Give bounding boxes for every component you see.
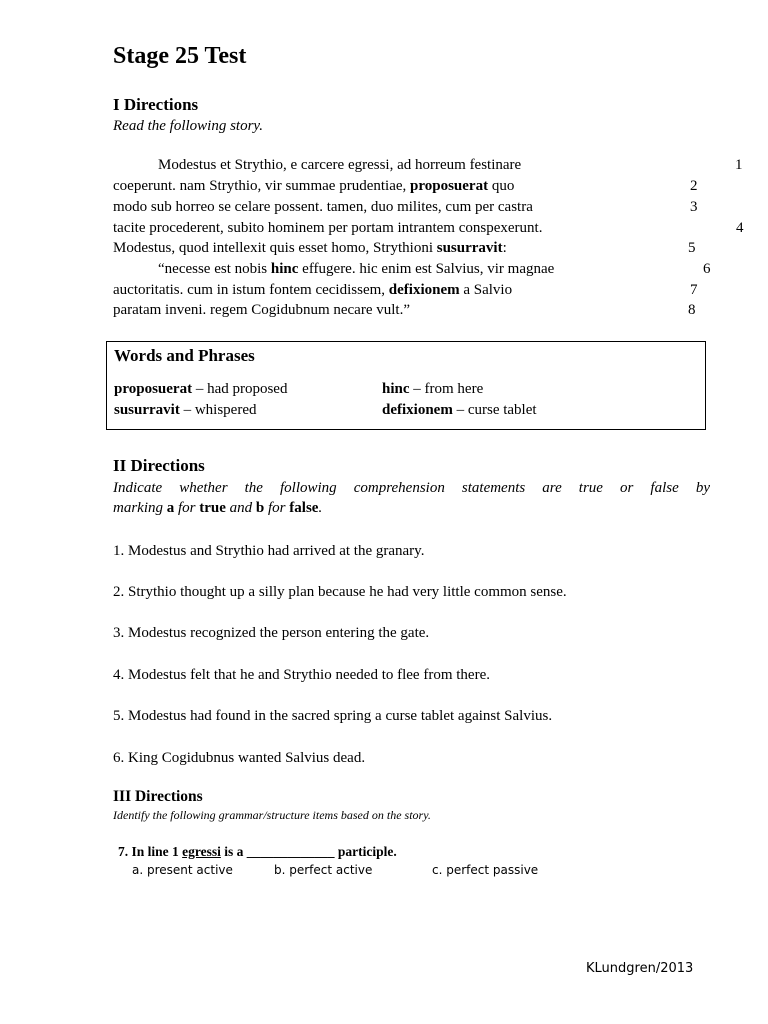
line-number: 2 <box>690 178 698 194</box>
q7-mid: is a <box>220 844 247 859</box>
section2-instruction-line2 <box>113 498 322 518</box>
story-text: coeperunt. nam Strythio, vir summae prudentiae, <box>113 178 411 194</box>
story-text: Modestus, quod intellexit quis esset homo, Strythioni <box>113 240 437 256</box>
instruction-text: . <box>318 500 323 516</box>
question-item: 5. Modestus had found in the sacred spring a curse tablet against Salvius. <box>113 708 553 724</box>
line-number: 4 <box>736 220 744 236</box>
vocab-word: susurravit <box>436 240 503 256</box>
vocab-word: defixionem <box>388 282 460 298</box>
author-footer: KLundgren/2013 <box>586 961 694 976</box>
line-number: 6 <box>703 261 711 277</box>
gloss-item <box>382 379 483 399</box>
story-text: tacite procederent, subito hominem per portam intrantem conspexerunt. <box>113 220 543 236</box>
story-line <box>113 197 533 218</box>
q7-prefix: 7. In line 1 <box>118 844 183 859</box>
instruction-text: and <box>225 500 256 516</box>
option-b[interactable]: b. perfect active <box>274 863 373 877</box>
gloss-term: proposuerat <box>114 381 193 397</box>
section3-instruction: Identify the following grammar/structure items based on the story. <box>113 808 431 822</box>
section2-heading: II Directions <box>113 456 205 475</box>
words-box-title: Words and Phrases <box>114 346 255 365</box>
line-number: 7 <box>690 282 698 298</box>
words-and-phrases-box <box>106 341 706 430</box>
gloss-item <box>114 379 287 399</box>
story-text: : <box>502 240 507 256</box>
story-text: auctoritatis. cum in istum fontem cecidissem, <box>113 282 389 298</box>
gloss-definition: – whispered <box>179 402 257 418</box>
vocab-word: proposuerat <box>410 178 489 194</box>
q7-suffix: participle. <box>334 844 397 859</box>
section2-instruction-line1: Indicate whether the following comprehension statements are true or false by <box>113 480 710 496</box>
question-item: 3. Modestus recognized the person entering the gate. <box>113 625 430 641</box>
story-line <box>113 218 542 239</box>
question-item: 2. Strythio thought up a silly plan because he had very little common sense. <box>113 584 567 600</box>
story-line <box>113 300 410 321</box>
vocab-word: hinc <box>270 261 299 277</box>
option-c[interactable]: c. perfect passive <box>432 863 539 877</box>
story-line <box>158 155 521 176</box>
question-item: 1. Modestus and Strythio had arrived at the granary. <box>113 543 425 559</box>
story-text: quo <box>488 178 515 194</box>
gloss-item <box>382 400 537 420</box>
gloss-term: defixionem <box>382 402 453 418</box>
story-text: Modestus et Strythio, e carcere egressi, ad horreum festinare <box>158 157 522 173</box>
line-number: 3 <box>690 199 698 215</box>
gloss-term: hinc <box>382 381 410 397</box>
instruction-key: a <box>166 500 175 516</box>
page-title: Stage 25 Test <box>113 43 247 69</box>
instruction-key: b <box>255 500 265 516</box>
story-line <box>158 259 554 280</box>
question-item: 4. Modestus felt that he and Strythio needed to flee from there. <box>113 667 490 683</box>
story-line <box>113 238 507 259</box>
story-line <box>113 280 512 301</box>
q7-blank: _____________ <box>246 844 335 859</box>
section1-heading: I Directions <box>113 95 199 114</box>
gloss-term: susurravit <box>114 402 180 418</box>
option-a[interactable]: a. present active <box>132 863 233 877</box>
story-text: modo sub horreo se celare possent. tamen, duo milites, cum per castra <box>113 199 533 215</box>
gloss-definition: – had proposed <box>192 381 288 397</box>
gloss-definition: – curse tablet <box>452 402 537 418</box>
gloss-definition: – from here <box>409 381 484 397</box>
question-7 <box>118 843 397 860</box>
question-item: 6. King Cogidubnus wanted Salvius dead. <box>113 750 366 766</box>
line-number: 8 <box>688 302 696 318</box>
line-number: 1 <box>735 157 743 173</box>
story-line <box>113 176 514 197</box>
q7-word: egressi <box>182 844 221 859</box>
instruction-key: true <box>199 500 226 516</box>
instruction-text: marking <box>113 500 167 516</box>
line-number: 5 <box>688 240 696 256</box>
gloss-item <box>114 400 257 420</box>
instruction-text: for <box>174 500 200 516</box>
instruction-text: for <box>264 500 290 516</box>
story-text: paratam inveni. regem Cogidubnum necare vult.” <box>113 302 410 318</box>
section3-heading: III Directions <box>113 788 203 805</box>
story-text: a Salvio <box>459 282 513 298</box>
section1-instruction: Read the following story. <box>113 118 263 134</box>
instruction-key: false <box>289 500 319 516</box>
story-text: effugere. hic enim est Salvius, vir magnae <box>298 261 555 277</box>
story-text: “necesse est nobis <box>158 261 271 277</box>
